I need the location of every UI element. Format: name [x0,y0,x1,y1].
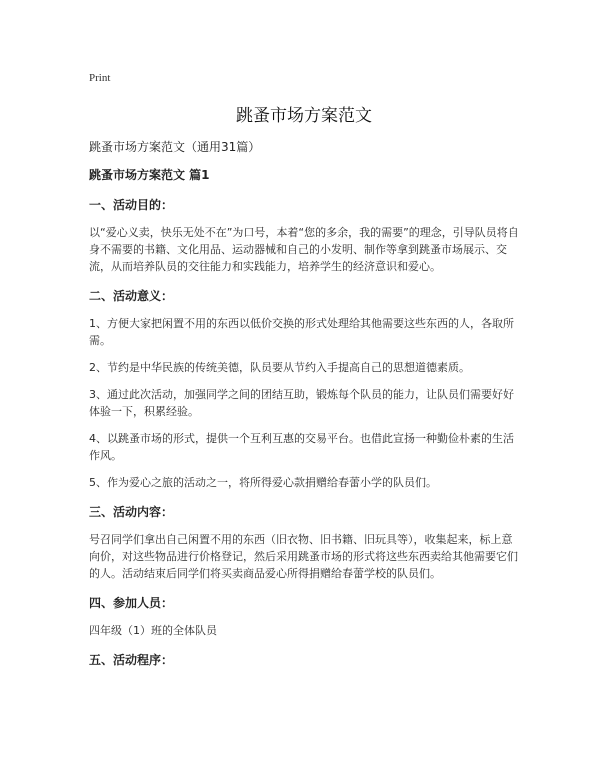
paragraph: 3、通过此次活动，加强同学之间的团结互助，锻炼每个队员的能力，让队员们需要好好体验一下，积累经验。 [89,388,514,418]
paragraph: 5、作为爱心之旅的活动之一，将所得爱心款捐赠给春蕾小学的队员们。 [89,476,437,489]
section-heading-significance: 二、活动意义： [89,289,174,303]
document-subtitle: 跳蚤市场方案范文（通用31篇） [89,140,261,154]
section-heading-participants: 四、参加人员： [89,596,174,610]
print-label: Print [89,72,111,84]
document-page [89,70,519,669]
article-heading: 跳蚤市场方案范文 篇1 [89,168,210,182]
paragraph: 四年级（1）班的全体队员 [89,624,217,637]
section-heading-purpose: 一、活动目的： [89,198,174,212]
paragraph: 1、方便大家把闲置不用的东西以低价交换的形式处理给其他需要这些东西的人，各取所需。 [89,317,514,347]
paragraph: 2、节约是中华民族的传统美德，队员要从节约入手提高自己的思想道德素质。 [89,361,470,374]
section-heading-procedure: 五、活动程序： [89,653,174,667]
paragraph: 4、以跳蚤市场的形式，提供一个互利互惠的交易平台。也借此宣扬一种勤俭朴素的生活作风。 [89,432,514,462]
paragraph: 号召同学们拿出自己闲置不用的东西（旧衣物、旧书籍、旧玩具等），收集起来，标上意向价，对这些物品进行价格登记，然后采用跳蚤市场的形式将这些东西卖给其他需要它们的人。活动结束后同学们将买卖商品爱心所得捐赠给春蕾学校的队员们。 [89,533,518,580]
document-title: 跳蚤市场方案范文 [236,106,372,126]
section-heading-content: 三、活动内容： [89,505,174,519]
paragraph: 以“爱心义卖，快乐无处不在”为口号，本着“您的多余，我的需要”的理念，引导队员将自身不需要的书籍、文化用品、运动器械和自己的小发明、制作等拿到跳蚤市场展示、交流，从而培养队员的交往能力和实践能力，培养学生的经济意识和爱心。 [89,226,519,273]
